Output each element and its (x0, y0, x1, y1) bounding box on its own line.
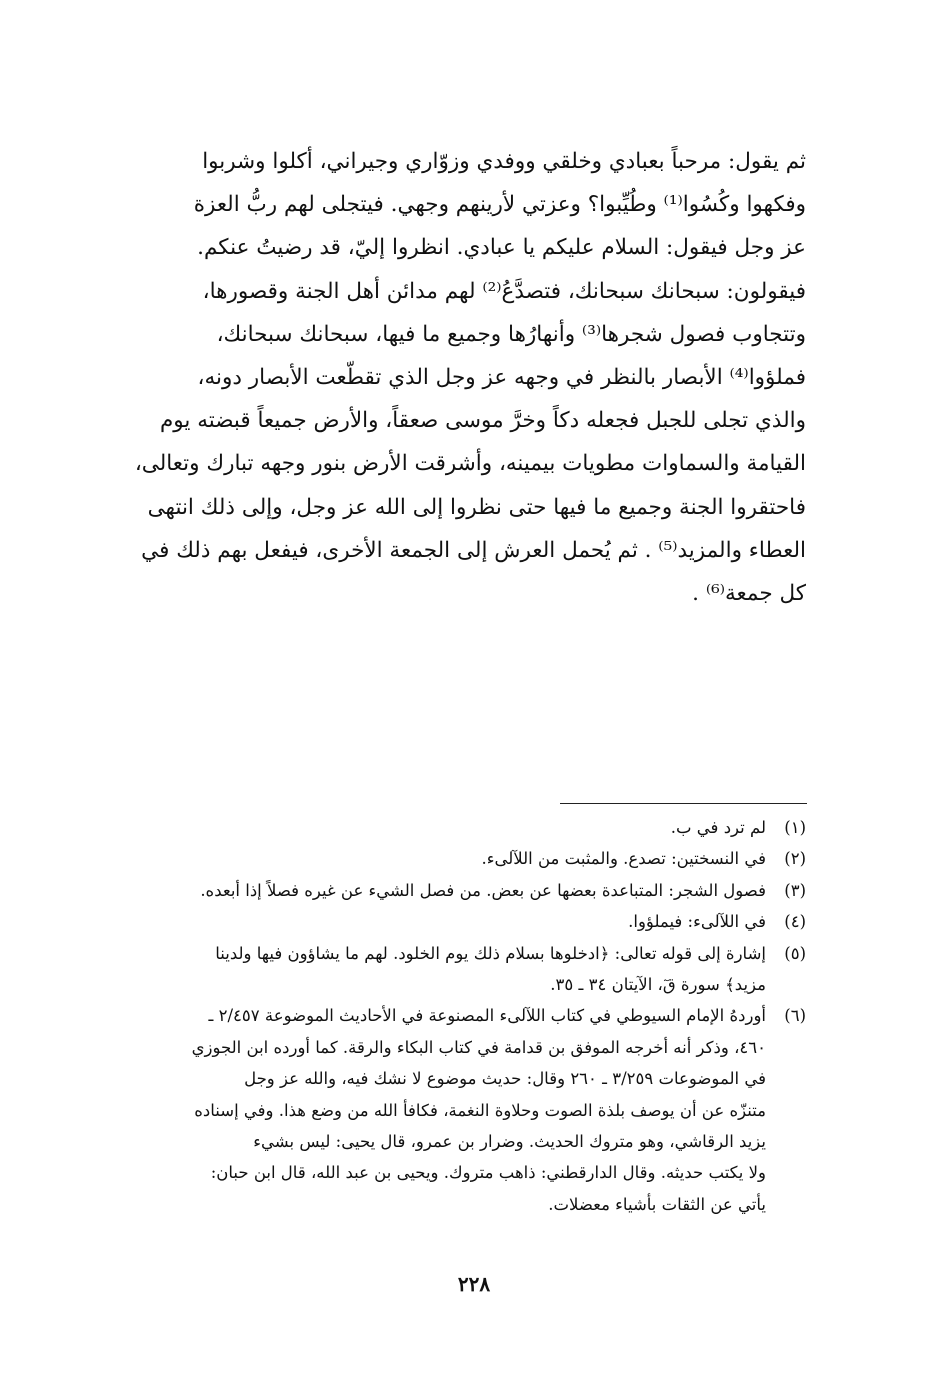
main-text-line: فيقولون: سبحانك سبحانك، فتصدَّعُ⁽²⁾ لهم مدائن أهل الجنة وقصورها، (202, 278, 806, 304)
footnote-line: متنزّه عن أن يوصف بلذة الصوت وحلاوة النغمة، فكافأ الله من وضع هذا. وفي إسناده (194, 1100, 766, 1120)
page-number: ٢٢٨ (457, 1272, 491, 1296)
main-text-line: وتتجاوب فصول شجرها⁽³⁾ وأنهارُها وجميع ما فيها، سبحانك سبحانك، (216, 321, 806, 347)
footnote-number: (٥) (784, 943, 806, 963)
footnote (150, 938, 806, 1001)
main-text-line: القيامة والسماوات مطويات بيمينه، وأشرقت الأرض بنور وجهه تبارك وتعالى، (134, 451, 806, 477)
main-text-line: فاحتقروا الجنة وجميع ما فيها حتى نظروا إلى الله عز وجل، وإلى ذلك انتهى (147, 494, 806, 520)
footnote-separator (560, 803, 807, 804)
footnote (150, 875, 806, 906)
footnote-number: (٣) (784, 880, 806, 900)
main-text-line: عز وجل فيقول: السلام عليكم يا عبادي. انظروا إليّ، قد رضيتُ عنكم. (197, 235, 806, 261)
main-text-line: ثم يقول: مرحباً بعبادي وخلقي ووفدي وزوّاري وجيراني، أكلوا وشربوا (202, 149, 806, 174)
main-text (134, 140, 806, 615)
footnote-line: في الموضوعات ٣/٢٥٩ ـ ٢٦٠ وقال: حديث موضوع لا نشك فيه، والله عز وجل (244, 1069, 766, 1089)
footnote-number: (٢) (784, 849, 806, 869)
footnote-line: إشارة إلى قوله تعالى: ﴿ادخلوها بسلام ذلك يوم الخلود. لهم ما يشاؤون فيها ولدينا (215, 943, 766, 963)
footnote-line: ٤٦٠، وذكر أنه أخرجه الموفق بن قدامة في كتاب البكاء والرقة. كما أورده ابن الجوزي (191, 1037, 766, 1057)
footnote-line: لم ترد في ب. (670, 818, 766, 837)
footnote (150, 1000, 806, 1220)
footnote-line: في النسختين: تصدع. والمثبت من اللآلىء. (481, 849, 766, 869)
footnote-line: يزيد الرقاشي، وهو متروك الحديث. وضرار بن عمرو، قال يحيى: ليس بشيء (253, 1132, 766, 1152)
main-text-line: العطاء والمزيد⁽⁵⁾ . ثم يُحمل العرش إلى الجمعة الأخرى، فيفعل بهم ذلك في (141, 537, 806, 563)
footnote-line: مزيد﴾ سورة قٓ، الآيتان ٣٤ ـ ٣٥. (550, 975, 766, 995)
main-text-line: فملؤوا⁽⁴⁾ الأبصار بالنظر في وجهه عز وجل الذي تقطّعت الأبصار دونه، (197, 365, 806, 391)
footnote-text (150, 875, 766, 906)
footnote (150, 812, 806, 843)
main-text-line: وفكهوا وكُسُوا⁽¹⁾ وطُيِّبوا؟ وعزتي لأرينهم وجهي. فيتجلى لهم ربُّ العزة (193, 192, 806, 218)
footnote-number: (٤) (784, 912, 806, 932)
footnote-text (150, 938, 766, 1001)
footnote-number: (١) (784, 818, 806, 837)
main-text-line: كل جمعة⁽⁶⁾ . (692, 581, 806, 607)
footnote-line: أوردهُ الإمام السيوطي في كتاب اللآلىء المصنوعة في الأحاديث الموضوعة ٢/٤٥٧ ـ (208, 1006, 766, 1026)
footnote-line: يأتي عن الثقات بأشياء معضلات. (548, 1194, 766, 1214)
footnote (150, 843, 806, 874)
footnote-line: في اللآلىء: فيملؤوا. (628, 912, 766, 932)
footnote-text (150, 843, 766, 874)
footnote-number: (٦) (784, 1006, 806, 1026)
main-text-line: والذي تجلى للجبل فجعله دكاً وخرَّ موسى صعقاً، والأرض جميعاً قبضته يوم (160, 408, 806, 434)
footnote (150, 906, 806, 937)
footnote-text (150, 1000, 766, 1220)
footnote-text (150, 906, 766, 937)
footnote-text (150, 812, 766, 843)
footnote-line: فصول الشجر: المتباعدة بعضها عن بعض. من فصل الشيء عن غيره فصلاً إذا أبعده. (200, 880, 766, 900)
footnotes-list (150, 812, 806, 1220)
footnote-line: ولا يكتب حديثه. وقال الدارقطني: ذاهب متروك. ويحيى بن عبد الله، قال ابن حبان: (210, 1163, 766, 1183)
